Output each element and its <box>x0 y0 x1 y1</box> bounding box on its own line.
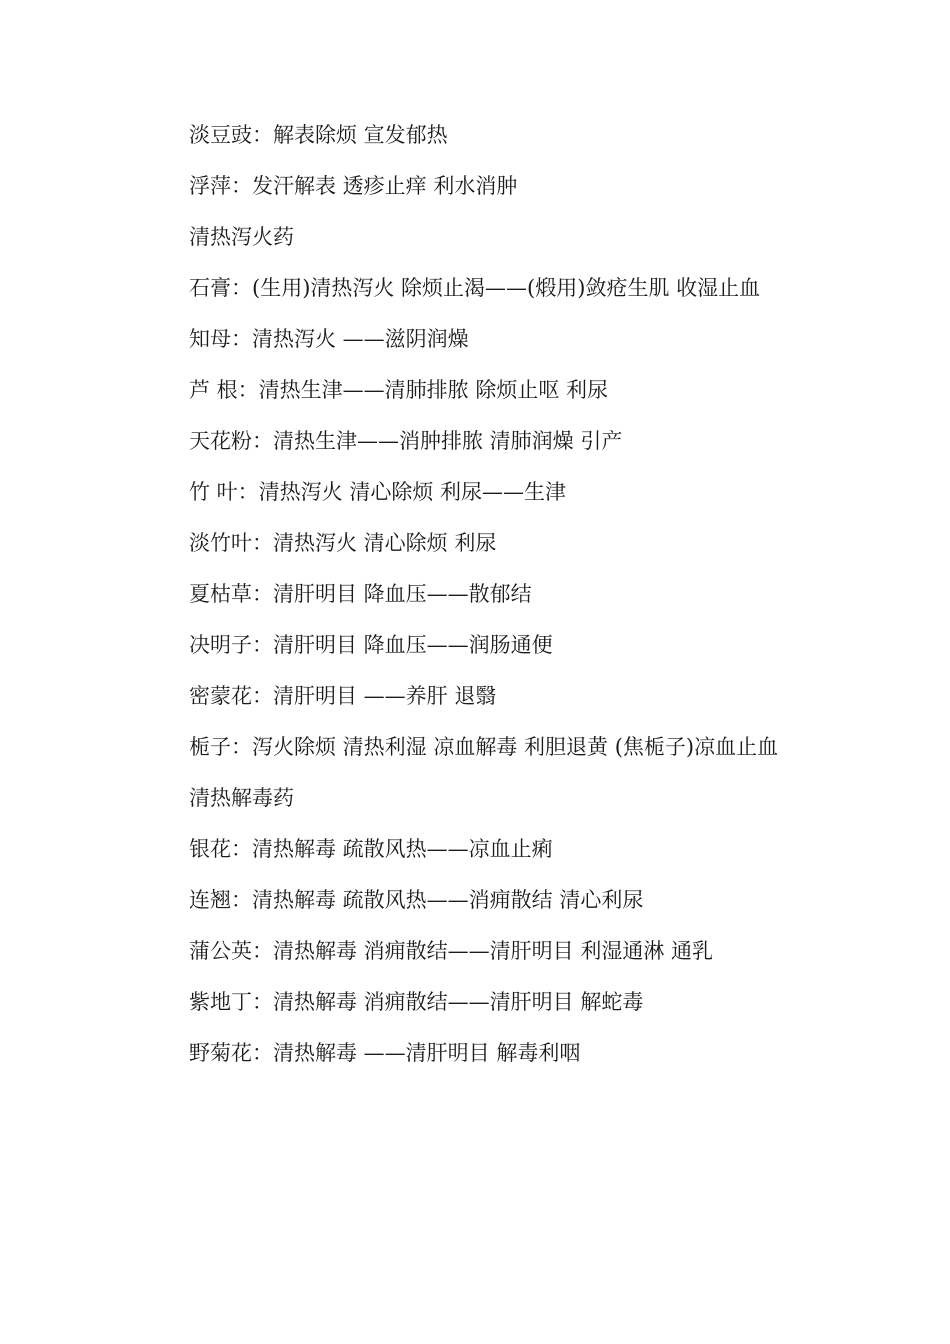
entry-shigao: 石膏：(生用)清热泻火 除烦止渴——(煅用)敛疮生肌 收湿止血 <box>189 276 761 300</box>
entry-zididing: 紫地丁：清热解毒 消痈散结——清肝明目 解蛇毒 <box>189 990 644 1014</box>
entry-yinhua: 银花：清热解毒 疏散风热——凉血止痢 <box>189 837 553 861</box>
entry-zhimu: 知母：清热泻火 ——滋阴润燥 <box>189 327 469 351</box>
entry-lugen: 芦 根：清热生津——清肺排脓 除烦止呕 利尿 <box>189 378 609 402</box>
entry-zhizi: 栀子：泻火除烦 清热利湿 凉血解毒 利胆退黄 (焦栀子)凉血止血 <box>189 735 779 759</box>
section-heading-qingre-xiehuo: 清热泻火药 <box>189 225 294 249</box>
entry-lianqiao: 连翘：清热解毒 疏散风热——消痈散结 清心利尿 <box>189 888 644 912</box>
entry-tianhuafen: 天花粉：清热生津——消肿排脓 清肺润燥 引产 <box>189 429 623 453</box>
entry-fuping: 浮萍：发汗解表 透疹止痒 利水消肿 <box>189 174 518 198</box>
document-body <box>145 110 805 1079</box>
entry-dandouchi: 淡豆豉：解表除烦 宣发郁热 <box>189 123 448 147</box>
entry-xiakucao: 夏枯草：清肝明目 降血压——散郁结 <box>189 582 532 606</box>
entry-juemingzi: 决明子：清肝明目 降血压——润肠通便 <box>189 633 553 657</box>
entry-zhuye: 竹 叶：清热泻火 清心除烦 利尿——生津 <box>189 480 567 504</box>
entry-mimenghua: 密蒙花：清肝明目 ——养肝 退翳 <box>189 684 497 708</box>
entry-danzhuye: 淡竹叶：清热泻火 清心除烦 利尿 <box>189 531 497 555</box>
section-heading-qingre-jiedu: 清热解毒药 <box>189 786 294 810</box>
entry-yejuhua: 野菊花：清热解毒 ——清肝明目 解毒利咽 <box>189 1041 581 1065</box>
entry-pugongying: 蒲公英：清热解毒 消痈散结——清肝明目 利湿通淋 通乳 <box>189 939 714 963</box>
